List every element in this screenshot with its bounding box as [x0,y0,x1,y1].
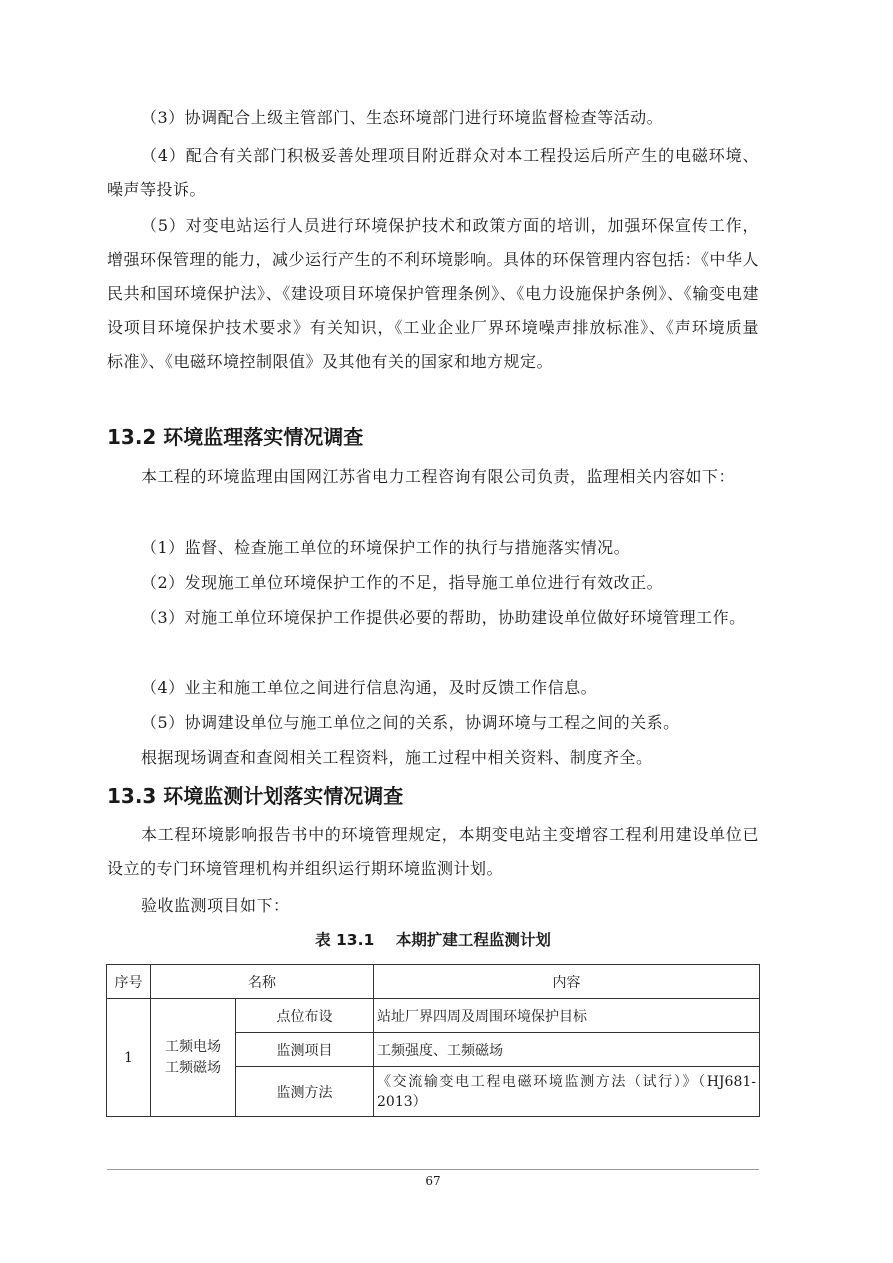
row-content: 《交流输变电工程电磁环境监测方法（试行）》（HJ681-2013） [374,1067,760,1117]
paragraph-supervision-item-3: （3）对施工单位环境保护工作提供必要的帮助，协助建设单位做好环境管理工作。 [141,608,746,627]
paragraph-supervision-conclusion: 根据现场调查和查阅相关工程资料，施工过程中相关资料、制度齐全。 [141,748,653,767]
paragraph-coordinate-inspection: （3）协调配合上级主管部门、生态环境部门进行环境监督检查等活动。 [141,108,664,127]
row-index: 1 [107,999,151,1117]
paragraph-supervision-intro: 本工程的环境监理由国网江苏省电力工程咨询有限公司负责，监理相关内容如下： [141,467,736,486]
paragraph-handle-complaints: （4）配合有关部门积极妥善处理项目附近群众对本工程投运后所产生的电磁环境、噪声等投诉。 [107,146,759,199]
header-index: 序号 [107,965,151,999]
group-name-line-2: 工频磁场 [165,1059,221,1076]
row-content: 站址厂界四周及周围环境保护目标 [374,999,760,1033]
group-name-line-1: 工频电场 [165,1038,221,1055]
paragraph-supervision-item-2: （2）发现施工单位环境保护工作的不足，指导施工单位进行有效改正。 [141,573,664,592]
paragraph-monitoring-items-intro: 验收监测项目如下： [141,896,290,915]
row-group-name [151,999,236,1117]
section-heading-13-3: 13.3 环境监测计划落实情况调查 [107,784,404,808]
paragraph-supervision-item-4: （4）业主和施工单位之间进行信息沟通，及时反馈工作信息。 [141,678,598,697]
page-number: 67 [425,1174,441,1188]
section-heading-13-2: 13.2 环境监理落实情况调查 [107,425,364,449]
header-content: 内容 [374,965,760,999]
table-row [107,999,760,1033]
paragraph-staff-training: （5）对变电站运行人员进行环境保护技术和政策方面的培训，加强环保宣传工作，增强环保管理的能力，减少运行产生的不利环境影响。具体的环保管理内容包括：《中华人民共和国环境保护法》、《建设项目环境保护管理条例》、《电力设施保护条例》、《输变电建设项目环境保护技术要求》有关知识，《工业企业厂界环境噪声排放标准》、《声环境质量标准》、《电磁环境控制限值》及其他有关的国家和地方规定。 [107,216,760,371]
monitoring-plan-table [106,964,760,1117]
paragraph-supervision-item-5: （5）协调建设单位与施工单位之间的关系，协调环境与工程之间的关系。 [141,713,680,732]
footer-divider [107,1169,759,1170]
row-item: 监测方法 [236,1067,374,1117]
paragraph-monitoring-plan: 本工程环境影响报告书中的环境管理规定，本期变电站主变增容工程利用建设单位已设立的专门环境管理机构并组织运行期环境监测计划。 [107,825,759,878]
table-caption: 表 13.1 本期扩建工程监测计划 [315,931,551,949]
paragraph-supervision-item-1: （1）监督、检查施工单位的环境保护工作的执行与措施落实情况。 [141,538,631,557]
table-header-row [107,965,760,999]
header-name: 名称 [151,965,374,999]
row-item: 点位布设 [236,999,374,1033]
row-content: 工频强度、工频磁场 [374,1033,760,1067]
row-item: 监测项目 [236,1033,374,1067]
